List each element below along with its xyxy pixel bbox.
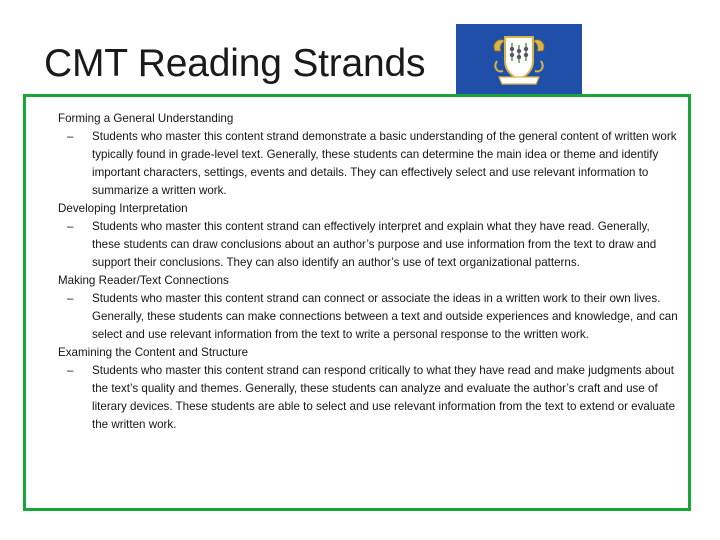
strand-description [58, 128, 680, 200]
strand-description [58, 362, 680, 434]
strand-description [58, 218, 680, 272]
content-panel [23, 94, 691, 511]
strand-title: Making Reader/Text Connections [58, 274, 229, 287]
dash-bullet: – [67, 130, 74, 143]
strand-item [58, 110, 680, 200]
connecticut-state-flag-icon [456, 24, 582, 94]
dash-bullet: – [67, 364, 74, 377]
dash-bullet: – [67, 220, 74, 233]
strand-description [58, 290, 680, 344]
strand-item [58, 344, 680, 434]
strand-title: Examining the Content and Structure [58, 346, 249, 359]
strand-description-text: Students who master this content strand can effectively interpret and explain what they have read. Generally, these students can draw conclusions about an author’s purpose and use information from the text to draw and support their conclusions. They can also identify an author’s use of text organizational patterns. [92, 220, 657, 269]
strand-description-text: Students who master this content strand can connect or associate the ideas in a written work to their own lives. Generally, these students can make connections between a text and outside experiences and knowledge, and can select and use relevant information from the text to write a personal response to the written work. [92, 292, 678, 341]
strands-list [58, 110, 680, 434]
coat-of-arms-icon [489, 31, 549, 87]
strand-item [58, 272, 680, 344]
slide-title: CMT Reading Strands [44, 42, 426, 85]
strand-description-text: Students who master this content strand demonstrate a basic understanding of the general content of written work typically found in grade-level text. Generally, these students can determine the main idea or theme and identify important characters, settings, events and details. They can effectively select and use relevant information to summarize a written work. [92, 130, 677, 197]
dash-bullet: – [67, 292, 74, 305]
strand-description-text: Students who master this content strand can respond critically to what they have read and make judgments about the text’s quality and themes. Generally, these students can analyze and evaluate the author’s craft and use of literary devices. These students are able to select and use relevant information from the text to extend or evaluate the written work. [92, 364, 676, 431]
strand-title: Developing Interpretation [58, 202, 188, 215]
strand-title: Forming a General Understanding [58, 112, 234, 125]
strand-item [58, 200, 680, 272]
